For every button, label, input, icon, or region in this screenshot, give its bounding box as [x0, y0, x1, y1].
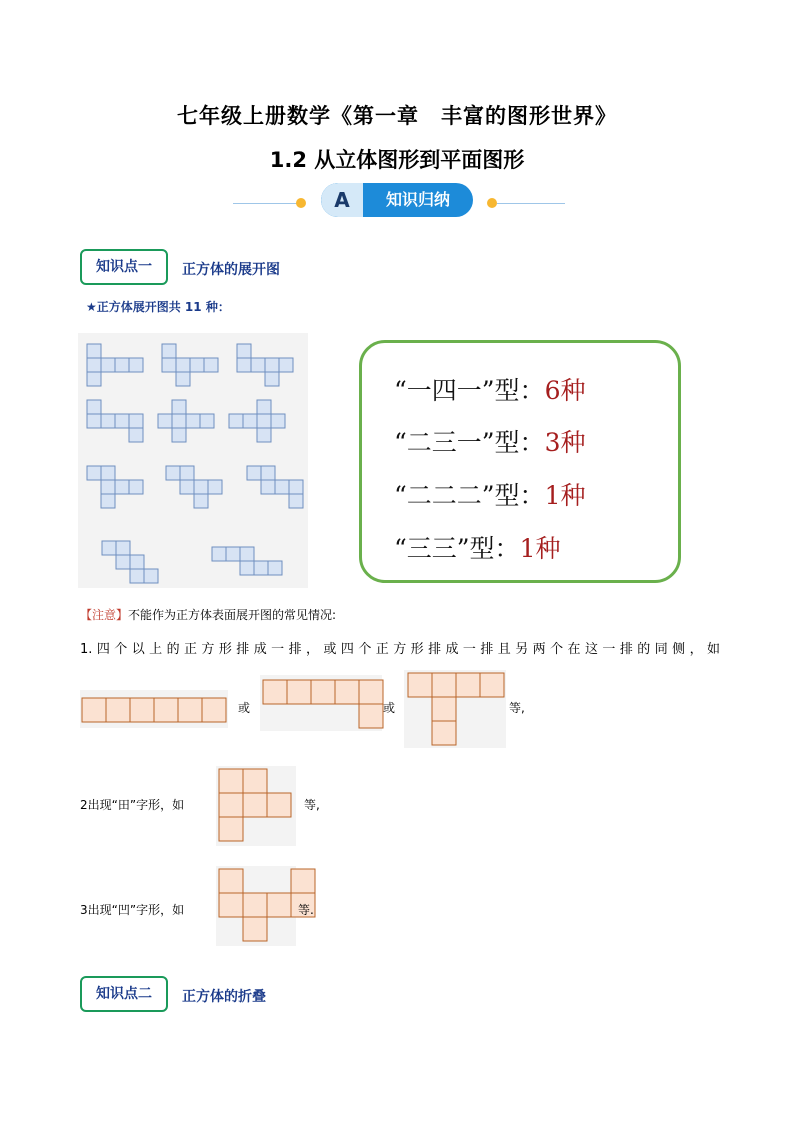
net-square	[263, 680, 287, 704]
star-note: ★正方体展开图共 11 种：	[86, 300, 230, 314]
net-square	[219, 793, 243, 817]
case3-etc: 等.	[298, 903, 314, 917]
net-square	[432, 673, 456, 697]
net-square	[408, 673, 432, 697]
case1-etc: 等,	[509, 701, 525, 715]
net-square	[130, 698, 154, 722]
type-count: 1种	[544, 481, 586, 510]
net-square	[291, 869, 315, 893]
knowledge-badge-2: 知识点二	[80, 976, 168, 1012]
invalid-net-4	[219, 769, 291, 841]
net-square	[178, 698, 202, 722]
net-square	[202, 698, 226, 722]
page-title: 七年级上册数学《第一章 丰富的图形世界》	[177, 104, 617, 128]
net-square	[267, 893, 291, 917]
case2-text: 2出现“田”字形，如	[80, 798, 185, 812]
net-square	[287, 680, 311, 704]
type-label: “一四一”型：	[394, 376, 545, 405]
case1-or-1: 或	[238, 701, 251, 715]
invalid-net-3	[408, 673, 504, 745]
net-square	[335, 680, 359, 704]
knowledge-title-2: 正方体的折叠	[182, 989, 266, 1005]
case1-text: 1.四个以上的正方形排成一排，或四个正方形排成一排且另两个在这一排的同侧，如	[80, 642, 720, 657]
type-label: “三三”型：	[394, 534, 520, 563]
net-square	[243, 769, 267, 793]
net-square	[432, 697, 456, 721]
case1-or-2: 或	[383, 701, 396, 715]
notice-prefix: 【注意】	[80, 608, 129, 622]
net-square	[359, 704, 383, 728]
type-label: “二二二”型：	[394, 481, 545, 510]
net-square	[219, 893, 243, 917]
type-count: 1种	[519, 534, 561, 563]
net-square	[219, 769, 243, 793]
net-square	[480, 673, 504, 697]
type-count: 3种	[544, 428, 586, 457]
invalid-net-1	[82, 698, 226, 722]
net-square	[267, 793, 291, 817]
knowledge-badge-1: 知识点一	[80, 249, 168, 285]
case3-text: 3出现“凹”字形，如	[80, 903, 185, 917]
net-square	[243, 893, 267, 917]
case2-etc: 等,	[304, 798, 320, 812]
banner-letter: A	[321, 183, 363, 217]
net-square	[456, 673, 480, 697]
type-label: “二三一”型：	[394, 428, 545, 457]
net-square	[82, 698, 106, 722]
net-square	[243, 917, 267, 941]
net-square	[311, 680, 335, 704]
knowledge-title-1: 正方体的展开图	[182, 262, 280, 278]
type-count: 6种	[544, 376, 586, 405]
net-square	[432, 721, 456, 745]
net-square	[154, 698, 178, 722]
net-square	[359, 680, 383, 704]
page-subtitle: 1.2 从立体图形到平面图形	[269, 148, 525, 172]
invalid-net-2	[263, 680, 383, 728]
net-square	[219, 869, 243, 893]
notice-text: 不能作为正方体表面展开图的常见情况:	[128, 608, 337, 622]
net-square	[243, 793, 267, 817]
net-square	[219, 817, 243, 841]
banner-text: 知识归纳	[385, 190, 450, 209]
net-square	[106, 698, 130, 722]
